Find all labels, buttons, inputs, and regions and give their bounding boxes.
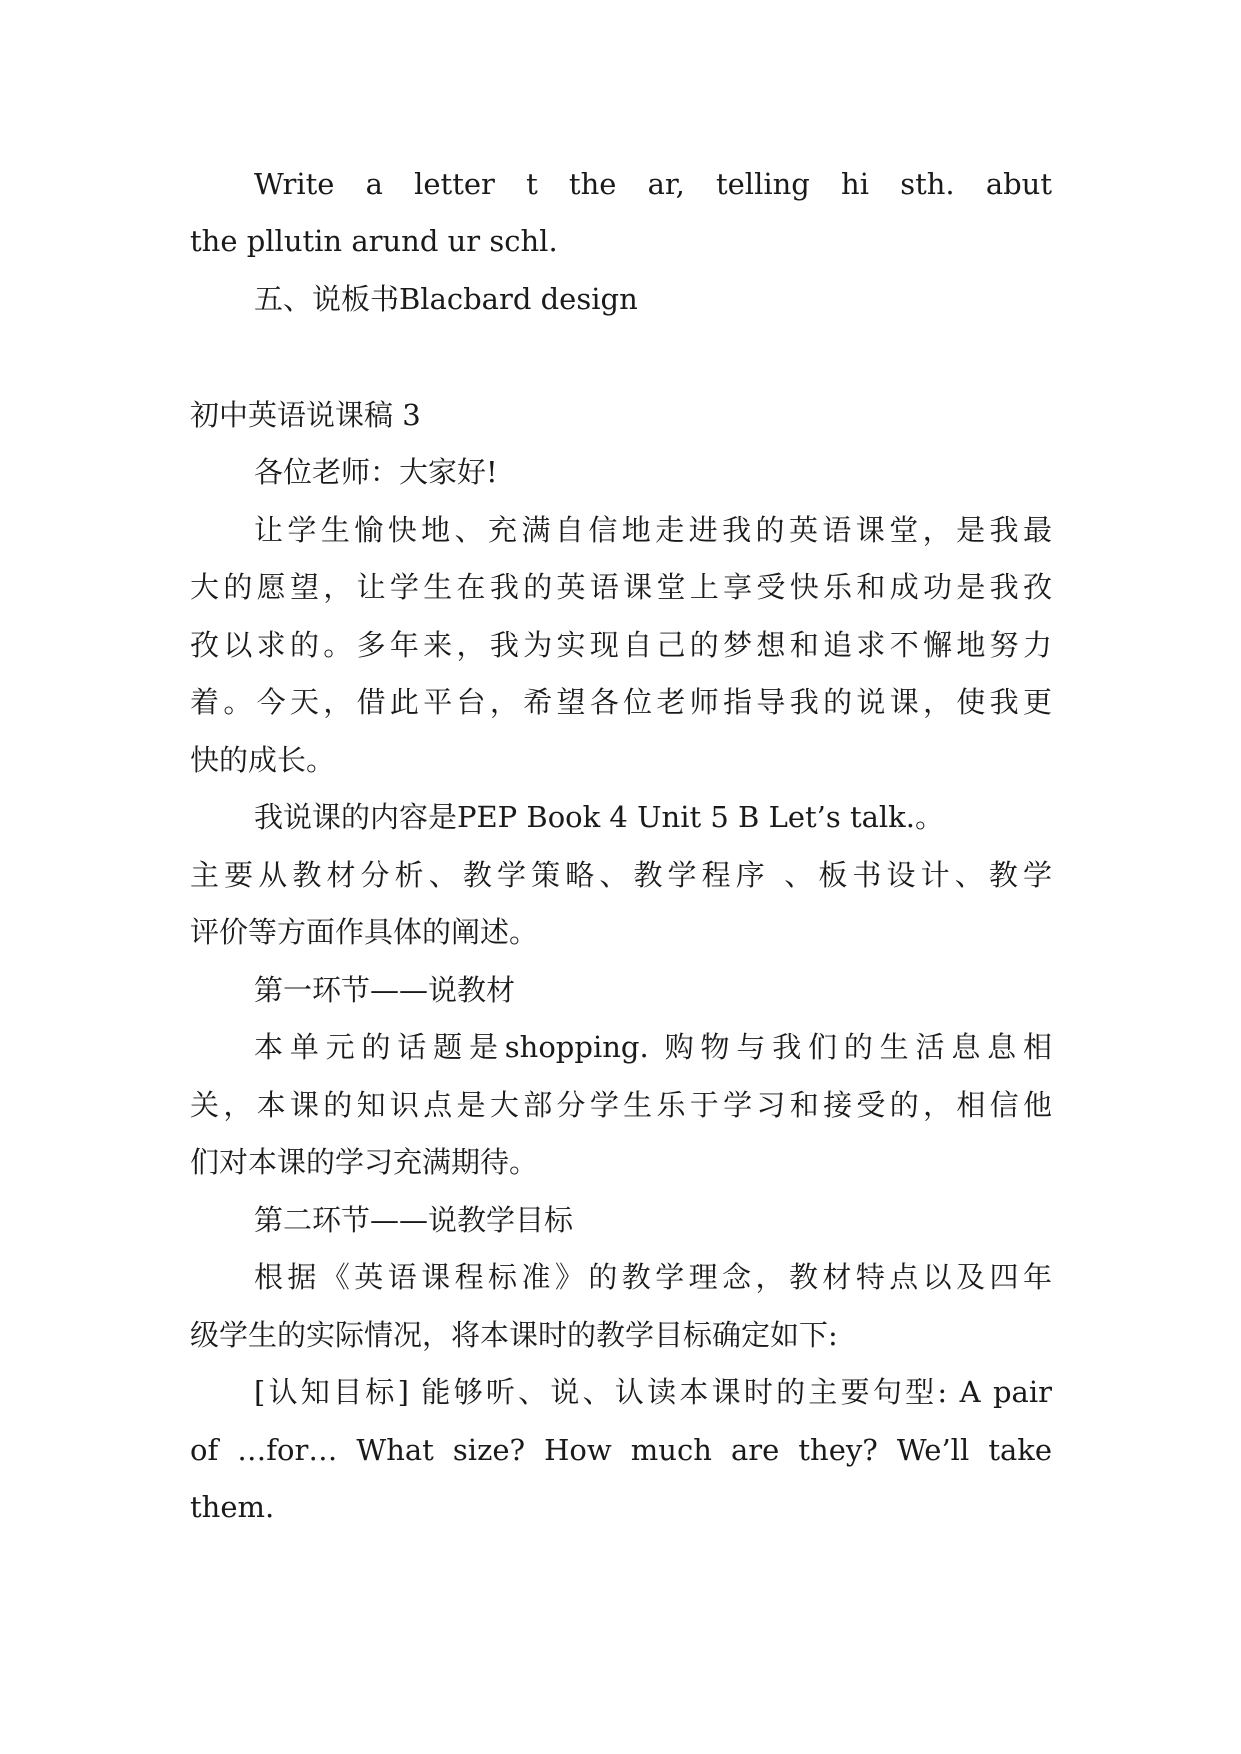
paragraph-line: 根据《英语课程标准》的教学理念，教材特点以及四年 [254,1260,1052,1294]
paragraph-line: 关，本课的知识点是大部分学生乐于学习和接受的，相信他 [190,1088,1052,1122]
paragraph-line: 快的成长。 [190,743,336,777]
paragraph-line: the pllutin arund ur schl. [190,224,558,258]
paragraph-line: 我说课的内容是PEP Book 4 Unit 5 B Let’s talk.。 [254,800,944,834]
paragraph-line: 级学生的实际情况，将本课时的教学目标确定如下: [190,1318,838,1352]
paragraph-line: 孜以求的。多年来，我为实现自己的梦想和追求不懈地努力 [190,628,1052,662]
paragraph-line: 让学生愉快地、充满自信地走进我的英语课堂，是我最 [254,513,1052,547]
paragraph-line: 主要从教材分析、教学策略、教学程序 、板书设计、教学 [190,858,1052,892]
paragraph-line: 大的愿望，让学生在我的英语课堂上享受快乐和成功是我孜 [190,570,1052,604]
paragraph-line: 们对本课的学习充满期待。 [190,1145,539,1179]
document-title: 初中英语说课稿 3 [190,398,421,432]
section-heading: 五、说板书Blacbard design [254,282,638,316]
paragraph-line: 评价等方面作具体的阐述。 [190,915,539,949]
paragraph-line: them. [190,1490,275,1524]
section-heading: 第二环节——说教学目标 [254,1203,574,1237]
paragraph-line: 着。今天，借此平台，希望各位老师指导我的说课，使我更 [190,685,1052,719]
paragraph-line: 本单元的话题是shopping. 购物与我们的生活息息相 [254,1030,1052,1064]
section-heading: 第一环节——说教材 [254,973,516,1007]
paragraph-line: [认知目标] 能够听、说、认读本课时的主要句型: A pair [254,1375,1052,1409]
greeting: 各位老师：大家好! [254,455,498,489]
paragraph-line: of …for… What size? How much are they? We’ll take [190,1433,1052,1467]
paragraph-line: Write a letter t the ar, telling hi sth. abut [254,167,1052,201]
